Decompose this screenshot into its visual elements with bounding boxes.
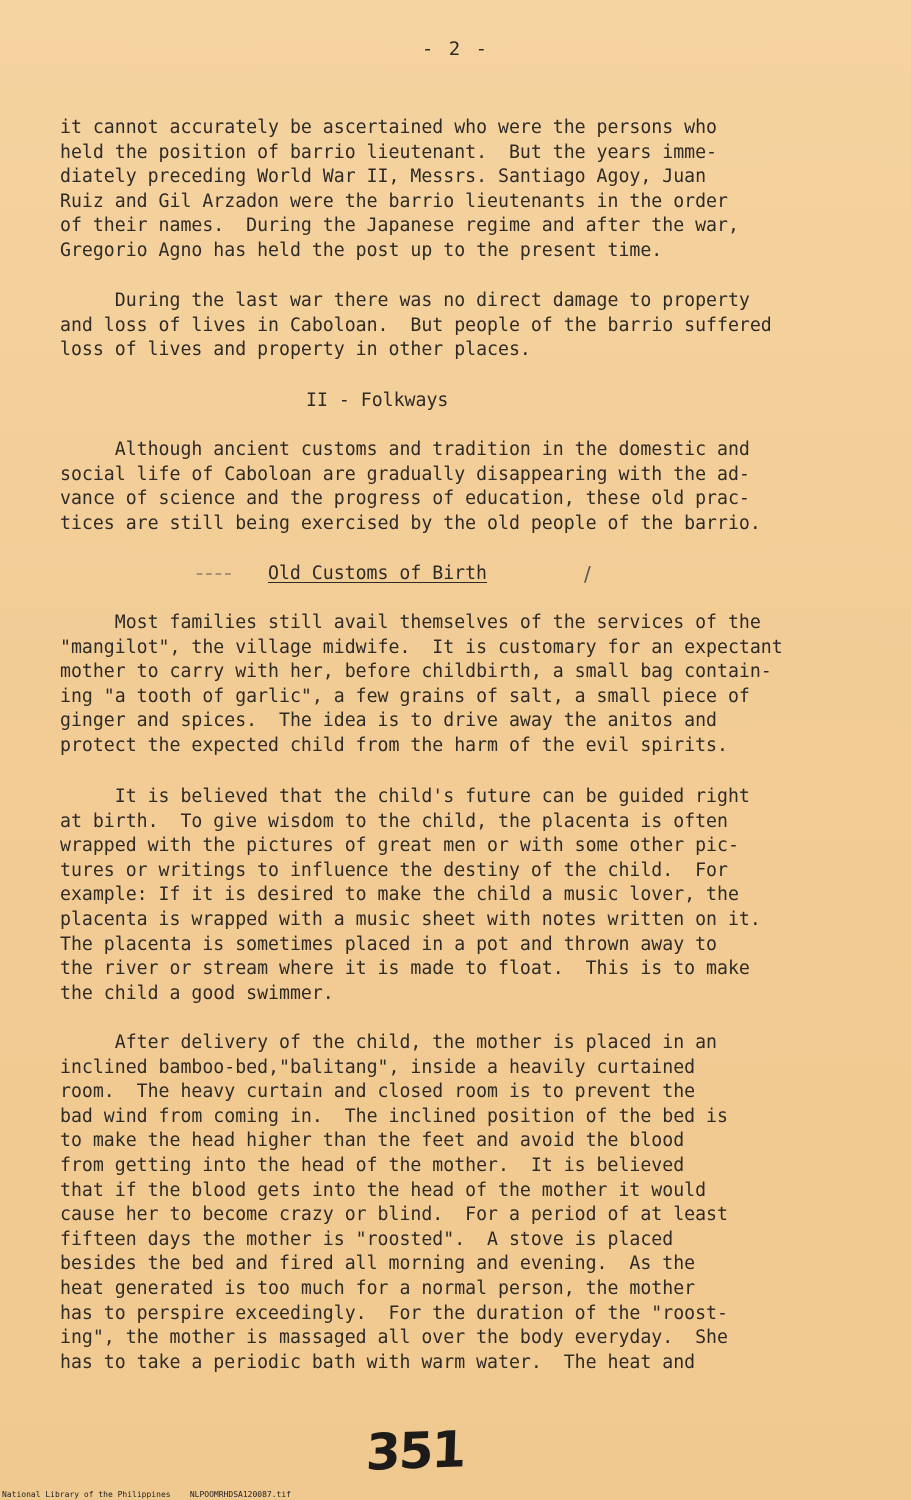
paragraph-war-damage: During the last war there was no direct damage to property and loss of lives in Caboloan. But people of the barrio suffered loss of lives and property in other places. [60,290,772,361]
heading-old-customs-of-birth: Old Customs of Birth [268,563,487,584]
paragraph-after-delivery: After delivery of the child, the mother is placed in an inclined bamboo-bed,"balitang", inside a heavily curtained room. The heavy curtain and closed room is to prevent the bad wind from coming in. The inclined position of the bed is to make the head higher than the feet and avoid the blood from getting into the head of the mother. It is believed that if the blood gets into the head of the mother it would cause her to become crazy or blind. For a period of at least fifteen days the mother is "roosted". A stove is placed besides the bed and fired all morning and evening. As the heat generated is too much for a normal person, the mother has to perspire exceedingly. For the duration of the "roost- ing", the mother is massaged all over the body everyday. She has to take a periodic bath with warm water. The heat and [60,1032,728,1373]
paragraph-placenta: It is believed that the child's future can be guided right at birth. To give wisdom to the child, the placenta is often wrapped with the pictures of great men or with some other pic- tures or writings to influence the destiny of the child. For example: If it is desired to make the child a music lover, the placenta is wrapped with a music sheet with notes written on it. The placenta is sometimes placed in a pot and thrown away to the river or stream where it is made to float. This is to make the child a good swimmer. [60,786,761,1004]
paragraph-barrio-lieutenants: it cannot accurately be ascertained who were the persons who held the position of barrio lieutenant. But the years imme- diately preceding World War II, Messrs. Santiago Agoy, Juan Ruiz and Gil Arzadon were the barrio lieutenants in the order of their names. During the Japanese regime and after the war, Gregorio Agno has held the post up to the present time. [60,117,739,261]
archive-footer: National Library of the Philippines NLPOOMRHDSA120087.tif [2,1490,291,1499]
pencil-check-mark: / [584,562,591,586]
heading-folkways: II - Folkways [306,390,449,411]
handwritten-page-stamp: 351 [365,1420,466,1482]
pencil-dash-mark: – – – – [196,566,231,582]
page-number: - 2 - [421,38,490,60]
paragraph-ancient-customs: Although ancient customs and tradition in the domestic and social life of Caboloan are gradually disappearing with the ad- vance of science and the progress of education, these old prac- tices are still being exercised by the old people of the barrio. [60,439,761,534]
paragraph-midwife: Most families still avail themselves of the services of the "mangilot", the village midwife. It is customary for an expectant mother to carry with her, before childbirth, a small bag contain- ing "a tooth of garlic", a few grains of salt, a small piece of ginger and spices. The idea is to drive away the anitos and protect the expected child from the harm of the evil spirits. [60,612,783,756]
